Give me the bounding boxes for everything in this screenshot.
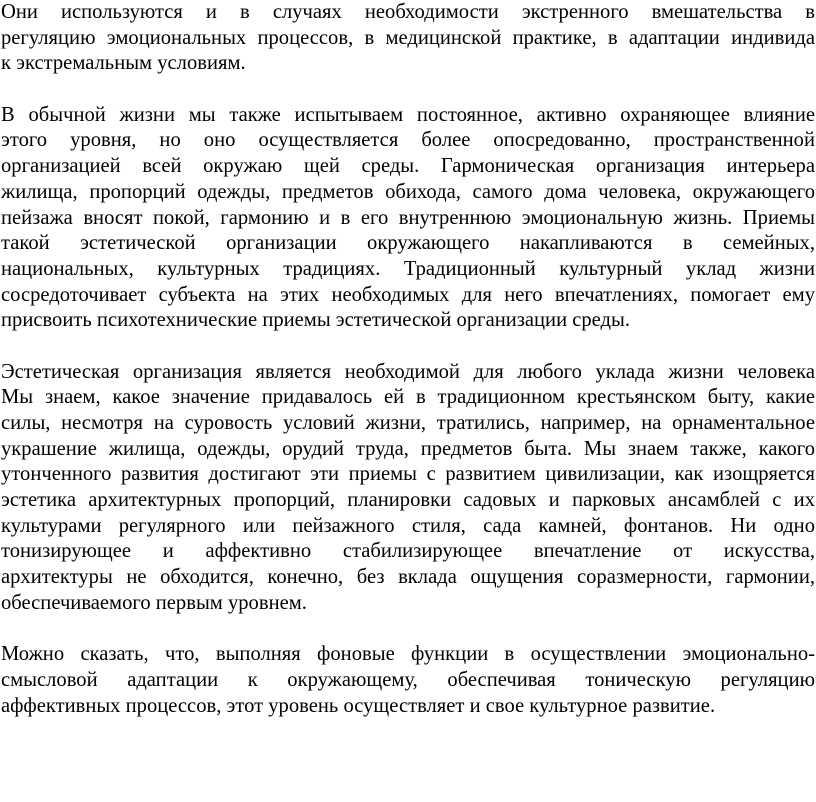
text-line: обеспечиваемого первым уровнем. bbox=[1, 591, 307, 614]
text-line: регуляцию эмоциональных процессов, в медицинской практике, в адаптации индивида bbox=[1, 26, 815, 49]
text-line: национальных, культурных традициях. Традиционный культурный уклад жизни bbox=[1, 257, 815, 280]
text-line: силы, несмотря на суровость условий жизни, тратились, например, на орнаментальное bbox=[1, 412, 815, 434]
text-line: сосредоточивает субъекта на этих необходимых для него впечатлениях, помогает ему bbox=[1, 283, 815, 306]
text-line: эстетика архитектурных пропорций, планировки садовых и парковых ансамблей с их bbox=[1, 489, 815, 512]
text-line: Мы знаем, какое значение придавалось ей в традиционном крестьянском быту, какие bbox=[1, 386, 815, 409]
text-line: аффективных процессов, этот уровень осуществляет и свое культурное развитие. bbox=[1, 694, 716, 717]
text-line: жилища, пропорций одежды, предметов обихода, самого дома человека, окружающего bbox=[1, 180, 815, 203]
text-line: утонченного развития достигают эти приемы с развитием цивилизации, как изощряется bbox=[1, 463, 815, 486]
text-line: этого уровня, но оно осуществляется более опосредованно, пространственной bbox=[1, 129, 815, 152]
paragraph-3 bbox=[1, 360, 815, 617]
text-line: такой эстетической организации окружающего накапливаются в семейных, bbox=[1, 232, 815, 255]
text-line: к экстремальным условиям. bbox=[1, 52, 246, 75]
text-line: тонизирующее и аффективно стабилизирующее впечатление от искусства, bbox=[1, 540, 815, 563]
paragraph-4 bbox=[1, 642, 815, 719]
text-line: украшение жилища, одежды, орудий труда, предметов быта. Мы знаем также, какого bbox=[1, 437, 815, 460]
text-line: пейзажа вносят покой, гармонию и в его внутреннюю эмоциональную жизнь. Приемы bbox=[1, 206, 815, 229]
text-line: Эстетическая организация является необходимой для любого уклада жизни человека bbox=[1, 360, 815, 383]
text-line: организацией всей окружаю щей среды. Гармоническая организация интерьера bbox=[1, 155, 815, 178]
text-line: присвоить психотехнические приемы эстетической организации среды. bbox=[1, 309, 631, 332]
paragraph-spacer bbox=[1, 617, 815, 643]
paragraph-spacer bbox=[1, 334, 815, 360]
paragraph-spacer bbox=[1, 77, 815, 103]
text-line: Они используются и в случаях необходимости экстренного вмешательства в bbox=[1, 1, 815, 23]
text-line: культурами регулярного или пейзажного стиля, сада камней, фонтанов. Ни одно bbox=[1, 514, 815, 537]
text-line: архитектуры не обходится, конечно, без вклада ощущения соразмерности, гармонии, bbox=[1, 566, 815, 589]
paragraph-2 bbox=[1, 103, 815, 334]
text-line: смысловой адаптации к окружающему, обеспечивая тоническую регуляцию bbox=[1, 668, 815, 691]
text-line: В обычной жизни мы также испытываем постоянное, активно охраняющее влияние bbox=[1, 103, 815, 126]
text-line: Можно сказать, что, выполняя фоновые функции в осуществлении эмоционально- bbox=[1, 643, 815, 666]
paragraph-1 bbox=[1, 0, 815, 77]
